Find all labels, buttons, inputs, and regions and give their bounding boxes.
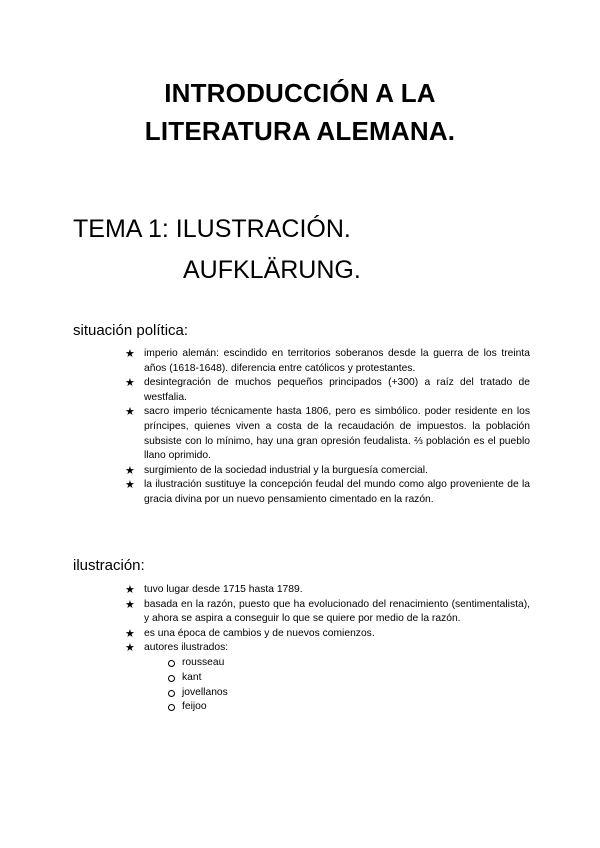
section-heading-situacion-politica: situación política: — [73, 322, 189, 339]
list-item — [123, 583, 530, 598]
topic-heading-line-1: TEMA 1: ILUSTRACIÓN. — [73, 215, 351, 243]
topic-heading-line-2: AUFKLÄRUNG. — [183, 256, 361, 284]
star-icon: ★ — [125, 479, 135, 492]
sub-bullet-list-autores — [144, 656, 530, 715]
circle-icon — [168, 675, 175, 682]
list-item-text: es una época de cambios y de nuevos comienzos. — [144, 627, 375, 639]
circle-icon — [168, 704, 175, 711]
sub-list-item-text: kant — [182, 671, 202, 683]
document-title-line-2: LITERATURA ALEMANA. — [144, 116, 456, 146]
list-item — [123, 478, 530, 507]
list-item — [123, 627, 530, 642]
list-item — [123, 641, 530, 715]
star-icon: ★ — [125, 627, 135, 640]
star-icon: ★ — [125, 584, 135, 596]
sub-list-item-text: feijoo — [182, 701, 207, 713]
sub-list-item — [144, 671, 530, 686]
list-item-text: surgimiento de la sociedad industrial y la burguesía comercial. — [144, 464, 428, 476]
section-heading-ilustracion: ilustración: — [73, 557, 145, 574]
bullet-list-ilustracion — [123, 583, 530, 715]
sub-list-item-text: jovellanos — [182, 686, 228, 698]
sub-list-item — [144, 686, 530, 701]
circle-icon — [168, 660, 175, 667]
sub-list-item-text: rousseau — [182, 656, 225, 668]
list-item-text: sacro imperio técnicamente hasta 1806, pero es simbólico. poder residente en los príncipes, quienes viven a costa de la recaudación de impuestos. la población subsiste con lo mínimo, hay una gran opresión feudalista. ⅔ población es el pueblo llano oprimido. — [144, 406, 530, 462]
star-icon: ★ — [125, 377, 135, 390]
circle-icon — [168, 690, 175, 697]
list-item — [123, 405, 530, 463]
star-icon: ★ — [125, 406, 135, 419]
star-icon: ★ — [125, 348, 135, 360]
list-item — [123, 464, 530, 479]
list-item-text: tuvo lugar desde 1715 hasta 1789. — [144, 584, 303, 595]
star-icon: ★ — [125, 642, 135, 655]
list-item-text: desintegración de muchos pequeños principados (+300) a raíz del tratado de westfalia. — [144, 377, 530, 403]
list-item — [123, 598, 530, 627]
star-icon: ★ — [125, 598, 135, 611]
list-item — [123, 376, 530, 405]
list-item — [123, 347, 530, 376]
document-title-line-1: INTRODUCCIÓN A LA — [164, 78, 436, 108]
list-item-text: autores ilustrados: — [144, 642, 229, 654]
list-item-text: la ilustración sustituye la concepción feudal del mundo como algo proveniente de la gracia divina por un nuevo pensamiento cimentado en la razón. — [144, 479, 530, 505]
sub-list-item — [144, 700, 530, 715]
bullet-list-situacion-politica — [123, 347, 530, 508]
list-item-text: imperio alemán: escindido en territorios soberanos desde la guerra de los treinta años (1618-1648). diferencia entre católicos y protestantes. — [144, 348, 530, 374]
list-item-text: basada en la razón, puesto que ha evolucionado del renacimiento (sentimentalista), y ahora se aspira a conseguir lo que se quiere por medio de la razón. — [144, 598, 530, 625]
star-icon: ★ — [125, 464, 135, 477]
sub-list-item — [144, 656, 530, 671]
